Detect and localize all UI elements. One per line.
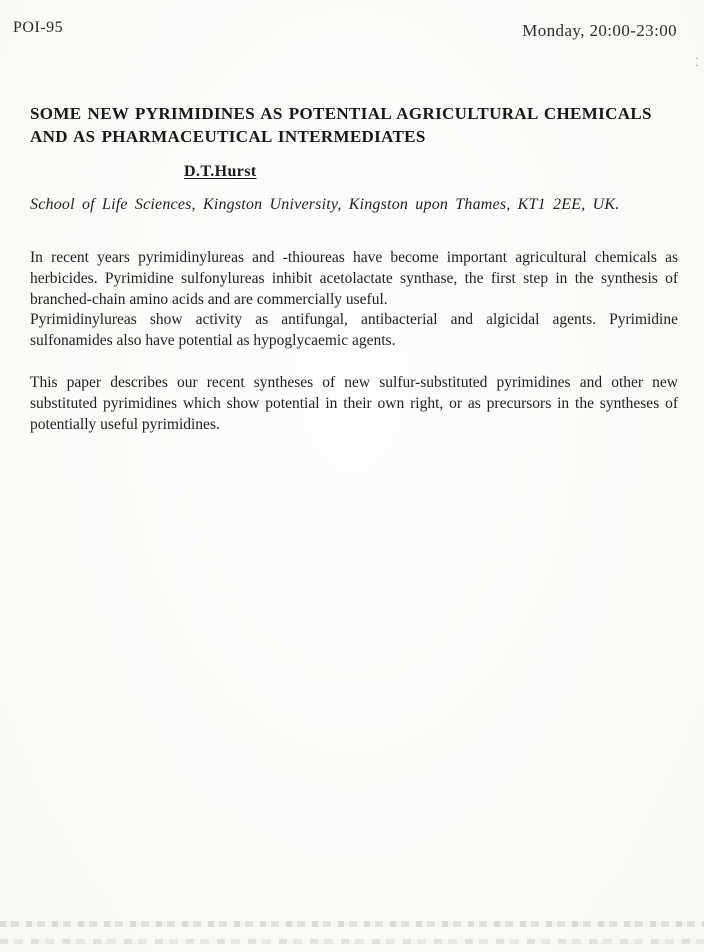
session-time: Monday, 20:00-23:00 bbox=[522, 21, 677, 40]
poster-code: POI-95 bbox=[13, 19, 64, 36]
abstract-title: SOME NEW PYRIMIDINES AS POTENTIAL AGRICULTURAL CHEMICALS AND AS PHARMACEUTICAL INTERMEDIATES bbox=[30, 104, 652, 146]
scanner-noise-band-top bbox=[0, 921, 704, 927]
scan-speck-artifact bbox=[695, 55, 698, 69]
abstract-paragraph-2: Pyrimidinylureas show activity as antifungal, antibacterial and algicidal agents. Pyrimidine sulfonamides also have potential as hypoglycaemic agents. bbox=[30, 311, 678, 350]
author-name: D.T.Hurst bbox=[184, 163, 257, 180]
scanner-noise-band-bottom bbox=[0, 939, 704, 944]
abstract-paragraph-1: In recent years pyrimidinylureas and -thioureas have become important agricultural chemicals as herbicides. Pyrimidine sulfonylureas inhibit acetolactate synthase, the first step in the synthesis of branched-chain amino acids and are commercially useful. bbox=[30, 249, 678, 308]
abstract-paragraph-3: This paper describes our recent syntheses of new sulfur-substituted pyrimidines and other new substituted pyrimidines which show potential in their own right, or as precursors in the syntheses of potentially useful pyrimidines. bbox=[30, 373, 678, 433]
author-affiliation: School of Life Sciences, Kingston University, Kingston upon Thames, KT1 2EE, UK. bbox=[30, 196, 620, 213]
abstract-body bbox=[30, 248, 678, 435]
